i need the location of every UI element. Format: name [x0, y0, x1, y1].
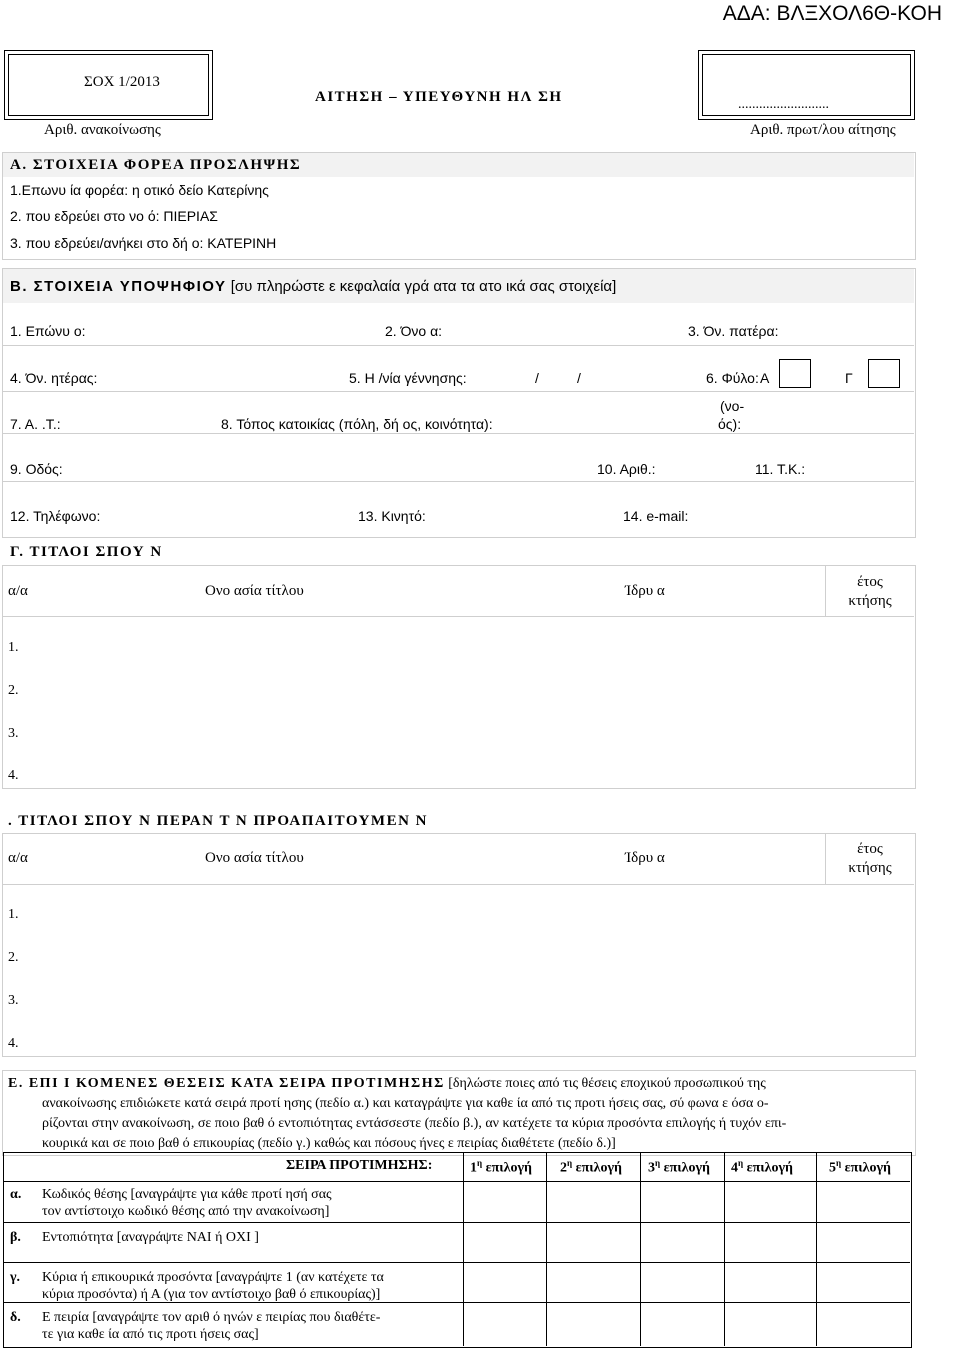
section-g-col-aa: α/α	[8, 583, 28, 599]
section-e-intro-2: ανακοίνωσης επιδιώκετε κατά σειρά προτί ησης (πεδίο α.) και καταγράψτε για καθε ία από τις προτι ήσεις σας, σύ φωνα ε όσα ο-	[42, 1096, 769, 1111]
firstname-label: 2. Όνο α:	[385, 323, 443, 339]
choice-word: επιλογή	[663, 1160, 710, 1176]
father-name-label: 3. Όν. πατέρα:	[688, 323, 779, 339]
row-d-text-2: τε για καθε ία από τις προτι ήσεις σας]	[42, 1327, 259, 1342]
preference-col-rule	[816, 1153, 817, 1346]
sex-female-label: Γ	[845, 370, 853, 386]
choice-number: 4	[731, 1160, 738, 1176]
choice-number: 3	[648, 1160, 655, 1176]
row-d-text-1: Ε πειρία [αναγράψτε τον αριθ ό ηνών ε πειρίας που διαθέτε-	[42, 1310, 381, 1325]
birthdate-label: 5. Η /νία γέννησης:	[349, 370, 467, 386]
section-a-title: Α. ΣΤΟΙΧΕΙΑ ΦΟΡΕΑ ΠΡΟΣΛΗΨΗΣ	[10, 157, 302, 173]
row-g-text-1: Κύρια ή επικουρικά προσόντα [αναγράψτε 1 (αν κατέχετε τα	[42, 1270, 384, 1285]
section-b-divider	[3, 433, 914, 434]
row-g-text-2: κύρια προσόντα) ή Α (για τον αντίστοιχο βαθ ό επικουρίας)]	[42, 1287, 381, 1302]
choice-word: επιλογή	[485, 1160, 532, 1176]
choice-4-header	[731, 1158, 793, 1177]
section-b-divider	[3, 345, 914, 346]
section-b-note: [συ πληρώστε ε κεφαλαία γρά ατα τα ατο ικά σας στοιχεία]	[230, 278, 617, 295]
section-g-header-rule	[3, 616, 914, 617]
section-d-col-year	[826, 840, 914, 878]
choice-sup: η	[738, 1158, 744, 1168]
choice-sup: η	[655, 1158, 661, 1168]
preference-table-rule	[4, 1222, 910, 1223]
section-a-line1: 1.Επωνυ ία φορέα: η οτικό δείο Κατερίνης	[10, 182, 269, 198]
section-a-line3: 3. που εδρεύει/ανήκει στο δή ο: ΚΑΤΕΡΙΝΗ	[10, 235, 277, 251]
street-number-label: 10. Αριθ.:	[597, 461, 656, 477]
choice-sup: η	[477, 1158, 483, 1168]
sex-male-checkbox[interactable]	[779, 359, 811, 388]
choice-3-header	[648, 1158, 710, 1177]
row-b-label: β.	[10, 1230, 21, 1245]
section-d-header-rule	[3, 884, 914, 885]
section-g-title: Γ. ΤΙΤΛΟΙ ΣΠΟΥ Ν	[10, 544, 163, 560]
surname-label: 1. Επώνυ ο:	[10, 323, 86, 339]
section-d-col-aa: α/α	[8, 850, 28, 866]
choice-5-header	[829, 1158, 891, 1177]
choice-number: 1	[470, 1160, 477, 1176]
section-g-table	[2, 565, 916, 789]
choice-word: επιλογή	[575, 1160, 622, 1176]
section-e-intro-3: ρίζονται στην ανακοίνωση, σε ποιο βαθ ό εντοπιότητας εντάσσεστε (πεδίο β.), αν κατέχετε τα κύρια προσόντα επιλογής ή τυχόν επι-	[42, 1116, 787, 1131]
section-d-col-name: Ονο ασία τίτλου	[205, 850, 304, 866]
section-d-col-year-line2: κτήσης	[848, 860, 892, 876]
protocol-label: Αριθ. πρωτ/λου αίτησης	[750, 122, 896, 138]
section-g-row: 4.	[8, 768, 19, 783]
choice-2-header	[560, 1158, 622, 1177]
choice-number: 5	[829, 1160, 836, 1176]
choice-number: 2	[560, 1160, 567, 1176]
section-b-title-row	[10, 278, 616, 295]
prefecture-label-1: (νο-	[720, 398, 745, 414]
announcement-label: Αριθ. ανακοίνωσης	[44, 122, 161, 138]
choice-sup: η	[836, 1158, 842, 1168]
ada-code: ΑΔΑ: ΒΛΞΧΟΛ6Θ-ΚΟΗ	[722, 2, 942, 25]
sex-male-label: Α	[760, 370, 770, 386]
section-b-frame	[2, 268, 916, 538]
row-g-label: γ.	[10, 1270, 21, 1285]
section-g-row: 2.	[8, 683, 19, 698]
section-d-col-year-line1: έτος	[857, 841, 883, 857]
preference-col-rule	[640, 1153, 641, 1346]
sex-label: 6. Φύλο:	[706, 370, 759, 386]
section-d-row: 4.	[8, 1036, 19, 1051]
street-label: 9. Οδός:	[10, 461, 63, 477]
form-title: ΑΙΤΗΣΗ – ΥΠΕΥΘΥΝΗ ΗΛ ΣΗ	[315, 89, 563, 105]
postal-code-label: 11. Τ.Κ.:	[755, 461, 806, 477]
section-b-divider	[3, 481, 914, 482]
section-d-col-institution: Ίδρυ α	[625, 850, 665, 866]
section-g-row: 3.	[8, 726, 19, 741]
section-g-col-institution: Ίδρυ α	[625, 583, 665, 599]
preference-col-rule	[546, 1153, 547, 1346]
row-a-text-2: τον αντίστοιχο κωδικό θέσης από την ανακοίνωση]	[42, 1204, 330, 1219]
section-e-title: Ε. ΕΠΙ Ι ΚΟΜΕΝΕΣ ΘΕΣΕΙΣ ΚΑΤΑ ΣΕΙΡΑ ΠΡΟΤΙΜΗΣΗΣ	[8, 1076, 445, 1091]
section-g-col-year-line1: έτος	[857, 574, 883, 590]
phone-label: 12. Τηλέφωνο:	[10, 508, 101, 524]
mobile-label: 13. Κινητό:	[358, 508, 426, 524]
choice-1-header	[470, 1158, 532, 1177]
section-g-row: 1.	[8, 640, 19, 655]
preference-table-rule	[4, 1262, 910, 1263]
section-a-line2: 2. που εδρεύει στο νο ό: ΠΙΕΡΙΑΣ	[10, 208, 218, 224]
row-a-text-1: Κωδικός θέσης [αναγράψτε για κάθε προτί ησή σας	[42, 1187, 332, 1202]
preference-col-rule	[724, 1153, 725, 1346]
announcement-code: ΣΟΧ 1/2013	[84, 74, 160, 90]
id-card-label: 7. Α. .Τ.:	[10, 416, 61, 432]
choice-word: επιλογή	[746, 1160, 793, 1176]
row-d-label: δ.	[10, 1310, 21, 1325]
mother-name-label: 4. Όν. ητέρας:	[10, 370, 98, 386]
section-d-row: 1.	[8, 907, 19, 922]
email-label: 14. e-mail:	[623, 508, 689, 524]
preference-order-label: ΣΕΙΡΑ ΠΡΟΤΙΜΗΣΗΣ:	[286, 1158, 433, 1173]
section-d-title: . ΤΙΤΛΟΙ ΣΠΟΥ Ν ΠΕΡΑΝ Τ Ν ΠΡΟΑΠΑΙΤΟΥΜΕΝ Ν	[8, 813, 429, 829]
row-a-label: α.	[10, 1187, 22, 1202]
sex-female-checkbox[interactable]	[868, 359, 900, 388]
preference-table-rule	[4, 1181, 910, 1182]
section-d-row: 3.	[8, 993, 19, 1008]
section-g-col-name: Ονο ασία τίτλου	[205, 583, 304, 599]
row-b-text: Εντοπιότητα [αναγράψτε ΝΑΙ ή ΟΧΙ ]	[42, 1230, 259, 1245]
section-e-intro-1: [δηλώστε ποιες από τις θέσεις εποχικού προσωπικού της	[448, 1076, 766, 1091]
choice-sup: η	[567, 1158, 573, 1168]
section-d-row: 2.	[8, 950, 19, 965]
section-e-intro-line1	[8, 1076, 766, 1092]
prefecture-label-2: ός):	[718, 416, 742, 432]
section-g-col-year-line2: κτήσης	[848, 593, 892, 609]
choice-word: επιλογή	[844, 1160, 891, 1176]
section-d-table	[2, 833, 916, 1057]
birthdate-slash: /	[535, 370, 539, 386]
birthdate-slash: /	[577, 370, 581, 386]
protocol-dots: ..........................	[738, 97, 829, 112]
section-b-divider	[3, 391, 914, 392]
section-b-title: Β. ΣΤΟΙΧΕΙΑ ΥΠΟΨΗΦΙΟΥ	[10, 278, 227, 295]
section-e-intro-4: κουρικά και σε ποιο βαθ ό επικουρίας (πεδίο γ.) καθώς και πόσους ήνες ε πειρίας διαθέτετε (πεδίο δ.)]	[42, 1136, 616, 1151]
residence-label: 8. Τόπος κατοικίας (πόλη, δή ος, κοινότητα):	[221, 416, 493, 432]
preference-col-rule	[463, 1153, 464, 1346]
section-g-col-year	[826, 573, 914, 611]
